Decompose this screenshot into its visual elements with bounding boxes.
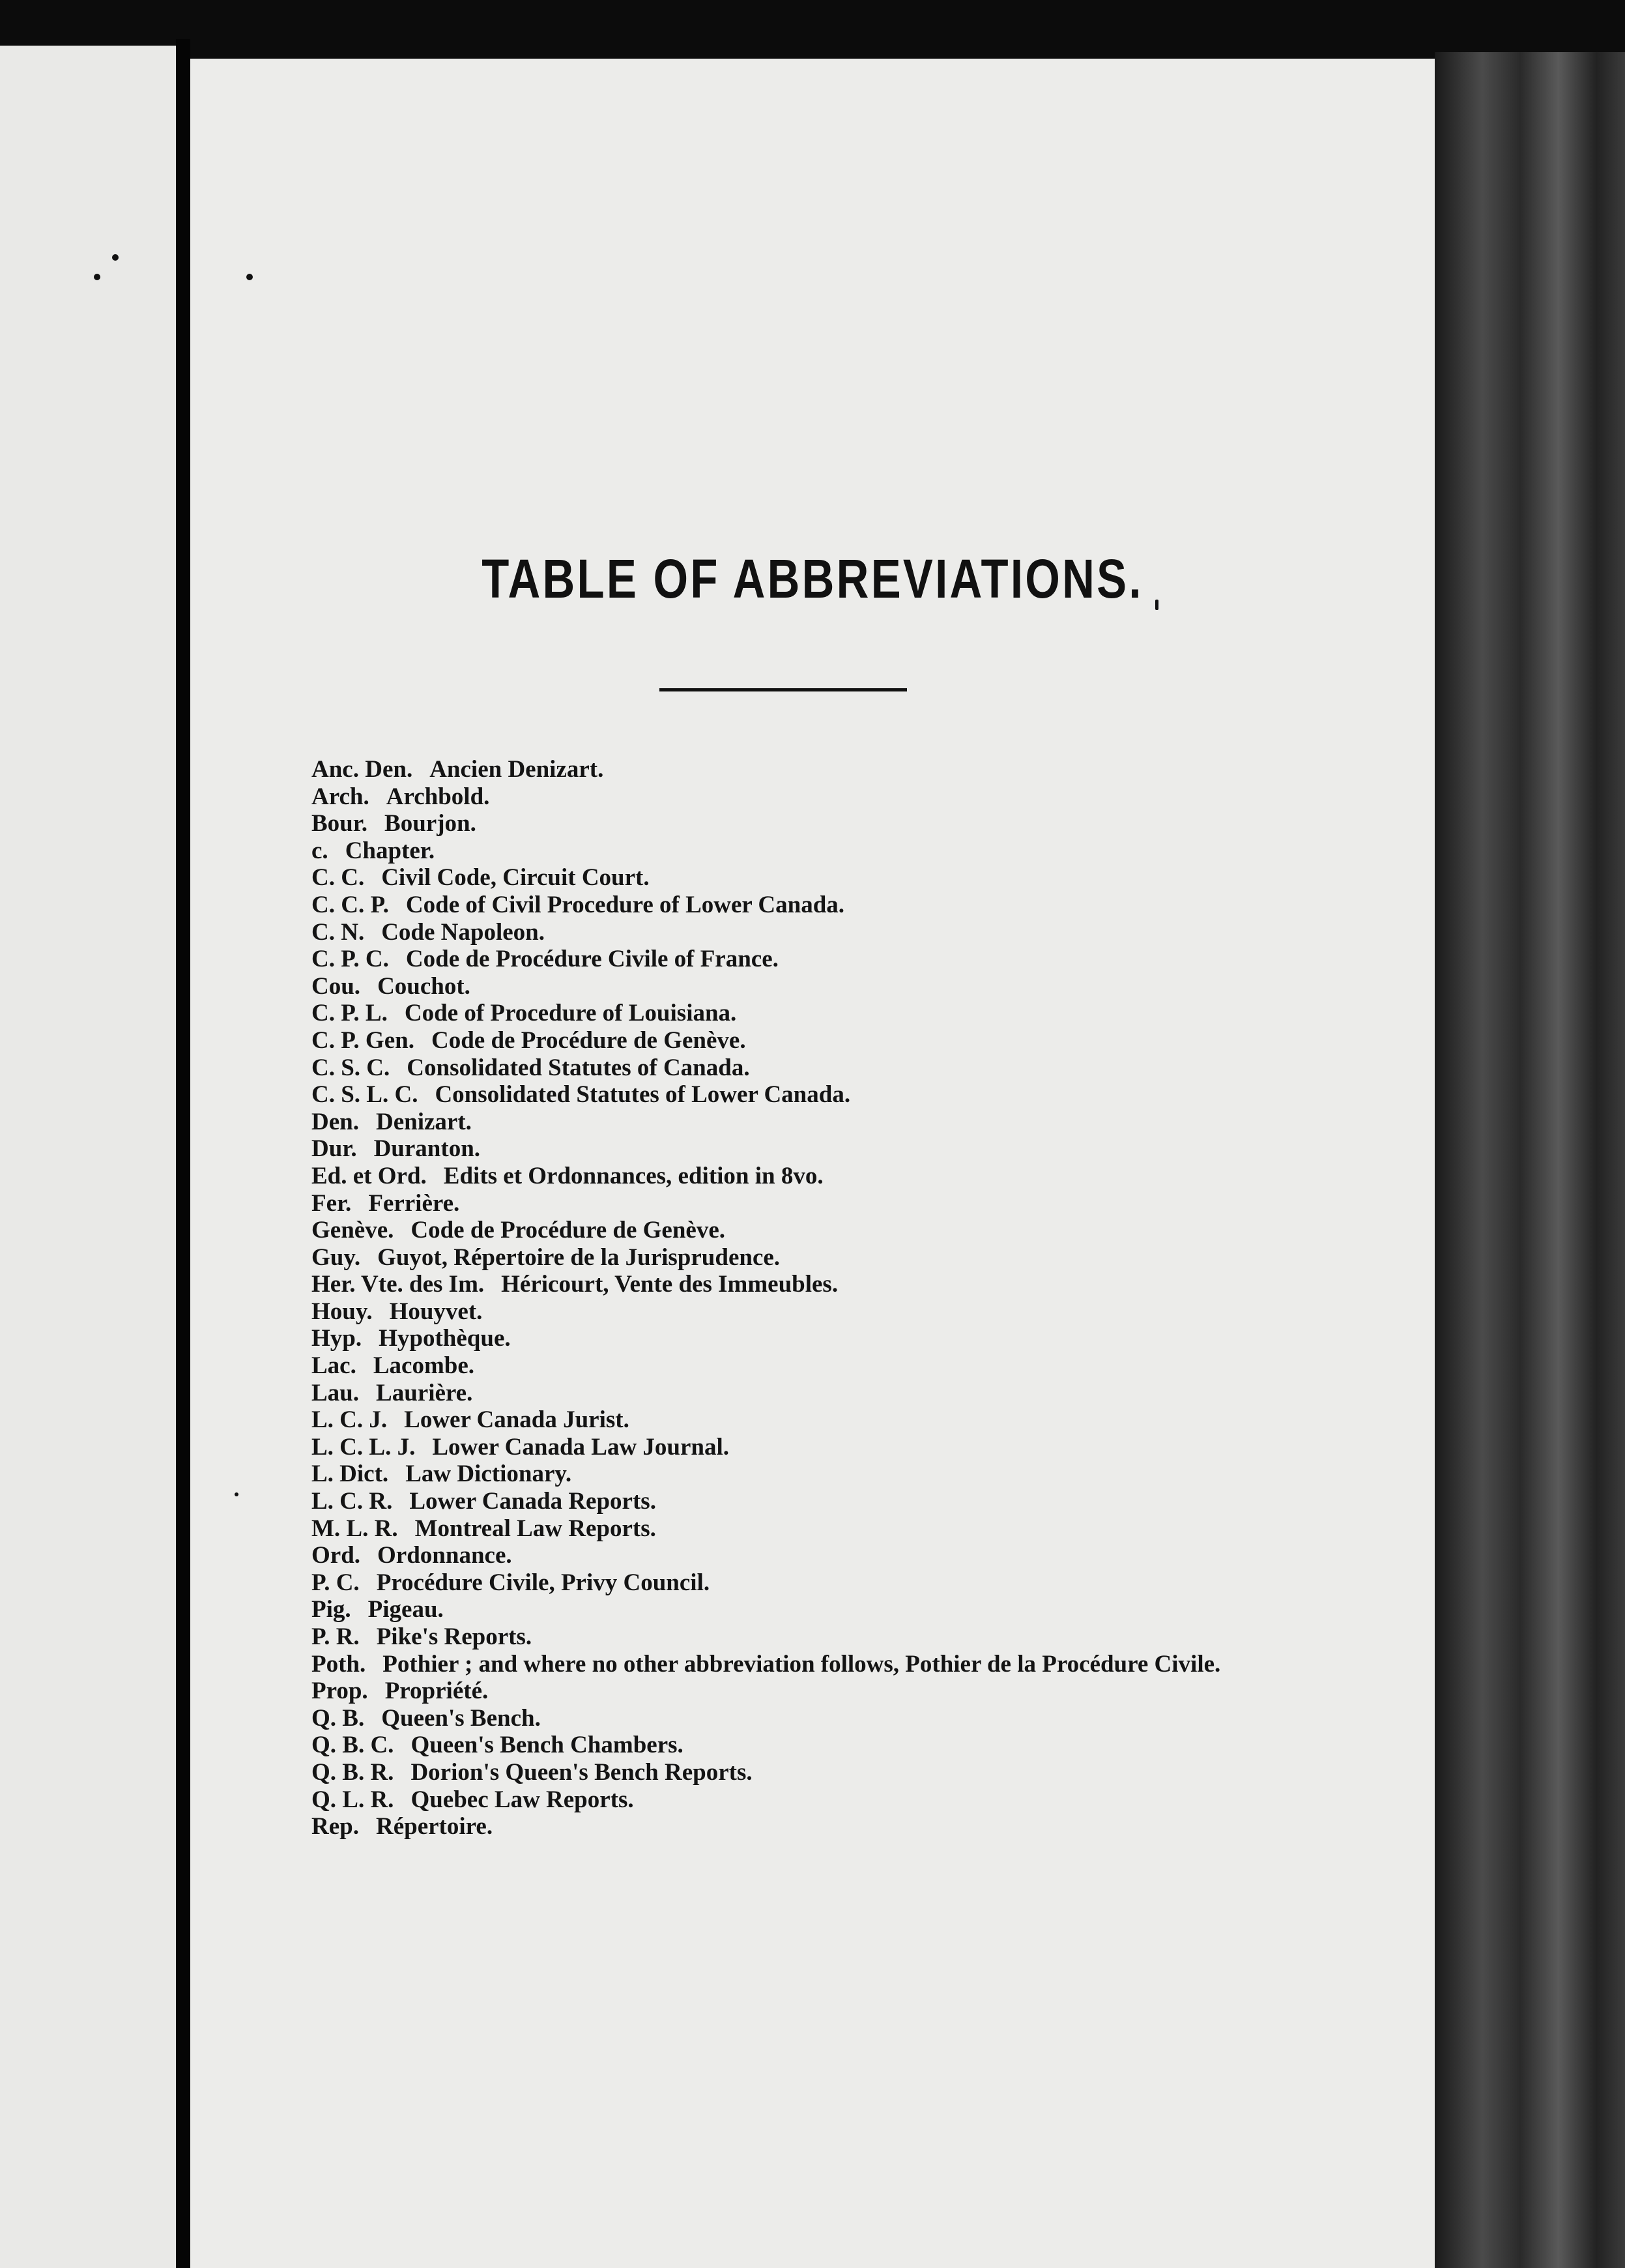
abbreviation-meaning: Ordonnance. bbox=[377, 1542, 512, 1569]
abbreviation-row bbox=[311, 1027, 1289, 1054]
abbreviation-meaning: Couchot. bbox=[377, 972, 470, 1000]
abbreviation-term: Den. bbox=[311, 1108, 359, 1135]
abbreviation-row bbox=[311, 1461, 1289, 1488]
abbreviation-meaning: Archbold. bbox=[386, 783, 490, 810]
abbreviation-row bbox=[311, 783, 1289, 811]
abbreviation-row bbox=[311, 1759, 1289, 1786]
abbreviation-row bbox=[311, 1081, 1289, 1109]
abbreviation-meaning: Lower Canada Law Journal. bbox=[432, 1433, 730, 1461]
abbreviation-term: c. bbox=[311, 837, 328, 864]
abbreviation-row bbox=[311, 1515, 1289, 1543]
abbreviation-row bbox=[311, 837, 1289, 865]
abbreviation-term: Q. B. bbox=[311, 1704, 365, 1732]
title-rule bbox=[659, 688, 907, 691]
abbreviation-meaning: Code of Civil Procedure of Lower Canada. bbox=[405, 891, 845, 918]
abbreviation-term: L. C. L. J. bbox=[311, 1433, 416, 1461]
abbreviation-row bbox=[311, 1298, 1289, 1326]
ink-speck bbox=[94, 274, 100, 280]
ink-speck bbox=[246, 274, 253, 280]
abbreviation-row bbox=[311, 1651, 1304, 1678]
abbreviation-term: Dur. bbox=[311, 1135, 357, 1163]
abbreviation-term: Her. Vte. des Im. bbox=[311, 1271, 485, 1298]
abbreviation-row bbox=[311, 1000, 1289, 1027]
abbreviation-term: Q. B. C. bbox=[311, 1732, 394, 1759]
abbreviation-term: C. C. P. bbox=[311, 891, 389, 918]
abbreviation-row bbox=[311, 973, 1289, 1000]
abbreviation-row bbox=[311, 1325, 1289, 1352]
abbreviation-row bbox=[311, 1732, 1289, 1759]
abbreviation-row bbox=[311, 1434, 1289, 1461]
abbreviation-row bbox=[311, 1190, 1289, 1217]
ink-speck bbox=[112, 254, 119, 261]
abbreviation-meaning: Code Napoleon. bbox=[381, 918, 545, 946]
abbreviation-term: Pig. bbox=[311, 1596, 351, 1623]
abbreviation-meaning: Procédure Civile, Privy Council. bbox=[376, 1569, 710, 1596]
abbreviation-meaning: Civil Code, Circuit Court. bbox=[381, 864, 650, 892]
abbreviation-term: Lac. bbox=[311, 1352, 356, 1380]
abbreviation-row bbox=[311, 1135, 1289, 1163]
abbreviation-row bbox=[311, 1244, 1289, 1272]
abbreviation-term: Guy. bbox=[311, 1243, 361, 1271]
abbreviation-meaning: Duranton. bbox=[373, 1135, 481, 1163]
abbreviation-term: Q. L. R. bbox=[311, 1786, 394, 1813]
abbreviation-meaning: Houyvet. bbox=[389, 1298, 483, 1325]
abbreviation-term: Lau. bbox=[311, 1379, 360, 1406]
abbreviation-meaning: Laurière. bbox=[376, 1379, 473, 1406]
abbreviation-row bbox=[311, 1054, 1289, 1082]
abbreviation-meaning: Code de Procédure Civile of France. bbox=[405, 946, 779, 973]
abbreviation-row bbox=[311, 1705, 1289, 1732]
abbreviation-meaning: Queen's Bench Chambers. bbox=[410, 1732, 683, 1759]
abbreviation-meaning: Denizart. bbox=[375, 1108, 472, 1135]
abbreviation-meaning: Consolidated Statutes of Canada. bbox=[407, 1054, 750, 1081]
abbreviation-row bbox=[311, 1352, 1289, 1380]
abbreviation-term: Poth. bbox=[311, 1650, 366, 1678]
abbreviation-meaning: Ancien Denizart. bbox=[429, 756, 604, 783]
abbreviation-term: Rep. bbox=[311, 1813, 359, 1840]
abbreviation-row bbox=[311, 1217, 1289, 1244]
abbreviation-term: Fer. bbox=[311, 1189, 352, 1217]
abbreviation-meaning: Héricourt, Vente des Immeubles. bbox=[501, 1271, 839, 1298]
abbreviation-row bbox=[311, 1488, 1289, 1515]
abbreviation-row bbox=[311, 919, 1289, 946]
abbreviation-meaning: Quebec Law Reports. bbox=[410, 1786, 634, 1813]
abbreviation-meaning: Ferrière. bbox=[368, 1189, 460, 1217]
abbreviation-meaning: Lower Canada Reports. bbox=[409, 1488, 656, 1515]
abbreviation-row bbox=[311, 1271, 1289, 1298]
abbreviation-term: L. C. R. bbox=[311, 1488, 393, 1515]
page-edge-shadow bbox=[1435, 52, 1625, 2268]
abbreviation-term: P. C. bbox=[311, 1569, 360, 1596]
abbreviation-meaning: Lacombe. bbox=[373, 1352, 475, 1380]
abbreviation-term: L. Dict. bbox=[311, 1461, 389, 1488]
abbreviation-term: Prop. bbox=[311, 1678, 368, 1705]
abbreviation-term: Q. B. R. bbox=[311, 1758, 394, 1786]
abbreviation-row bbox=[311, 1596, 1289, 1623]
abbreviation-term: Anc. Den. bbox=[311, 756, 413, 783]
abbreviation-meaning: Montreal Law Reports. bbox=[414, 1515, 656, 1542]
abbreviation-row bbox=[311, 1786, 1289, 1814]
abbreviation-meaning: Code of Procedure of Louisiana. bbox=[404, 1000, 737, 1027]
abbreviation-meaning: Chapter. bbox=[345, 837, 435, 864]
abbreviation-term: Houy. bbox=[311, 1298, 373, 1325]
ink-speck bbox=[235, 1492, 238, 1496]
abbreviation-meaning: Guyot, Répertoire de la Jurisprudence. bbox=[377, 1243, 781, 1271]
abbreviation-term: Genève. bbox=[311, 1217, 394, 1244]
abbreviation-term: C. N. bbox=[311, 918, 365, 946]
abbreviation-term: P. R. bbox=[311, 1623, 360, 1650]
abbreviation-row bbox=[311, 756, 1289, 783]
abbreviation-term: C. S. C. bbox=[311, 1054, 390, 1081]
abbreviation-term: Ed. et Ord. bbox=[311, 1162, 427, 1189]
page-title: TABLE OF ABBREVIATIONS. bbox=[482, 548, 1143, 609]
abbreviation-meaning: Pigeau. bbox=[367, 1596, 444, 1623]
abbreviation-meaning: Pike's Reports. bbox=[376, 1623, 532, 1650]
abbreviation-meaning: Code de Procédure de Genève. bbox=[410, 1217, 726, 1244]
abbreviation-row bbox=[311, 1678, 1289, 1705]
book-gutter bbox=[176, 39, 190, 2268]
abbreviation-row bbox=[311, 1542, 1289, 1569]
abbreviation-row bbox=[311, 1109, 1289, 1136]
abbreviation-row bbox=[311, 1380, 1289, 1407]
abbreviation-list bbox=[311, 756, 1289, 1840]
abbreviation-term: C. P. Gen. bbox=[311, 1026, 414, 1054]
abbreviation-row bbox=[311, 1813, 1289, 1840]
abbreviation-term: Ord. bbox=[311, 1542, 361, 1569]
abbreviation-meaning: Pothier ; and where no other abbreviation follows, Pothier de la Procédure Civile. bbox=[382, 1650, 1221, 1678]
abbreviation-term: Bour. bbox=[311, 810, 368, 837]
abbreviation-meaning: Répertoire. bbox=[375, 1813, 493, 1840]
abbreviation-term: C. P. C. bbox=[311, 946, 389, 973]
abbreviation-row bbox=[311, 864, 1289, 892]
abbreviation-term: L. C. J. bbox=[311, 1406, 388, 1434]
abbreviation-row bbox=[311, 892, 1289, 919]
abbreviation-meaning: Dorion's Queen's Bench Reports. bbox=[410, 1758, 753, 1786]
abbreviation-term: Arch. bbox=[311, 783, 369, 810]
abbreviation-term: Cou. bbox=[311, 972, 361, 1000]
abbreviation-meaning: Law Dictionary. bbox=[405, 1461, 572, 1488]
abbreviation-meaning: Code de Procédure de Genève. bbox=[431, 1026, 746, 1054]
abbreviation-row bbox=[311, 810, 1289, 837]
abbreviation-meaning: Consolidated Statutes of Lower Canada. bbox=[435, 1081, 851, 1109]
abbreviation-meaning: Lower Canada Jurist. bbox=[404, 1406, 629, 1434]
abbreviation-term: C. C. bbox=[311, 864, 365, 892]
abbreviation-row bbox=[311, 1569, 1289, 1597]
abbreviation-row bbox=[311, 1163, 1289, 1190]
left-page-edge bbox=[0, 46, 176, 2268]
abbreviation-meaning: Edits et Ordonnances, edition in 8vo. bbox=[443, 1162, 824, 1189]
abbreviation-meaning: Hypothèque. bbox=[379, 1325, 511, 1352]
abbreviation-term: C. P. L. bbox=[311, 1000, 388, 1027]
abbreviation-row bbox=[311, 1623, 1289, 1651]
abbreviation-row bbox=[311, 1406, 1289, 1434]
abbreviation-meaning: Propriété. bbox=[384, 1678, 489, 1705]
abbreviation-term: M. L. R. bbox=[311, 1515, 398, 1542]
abbreviation-meaning: Bourjon. bbox=[384, 810, 476, 837]
abbreviation-meaning: Queen's Bench. bbox=[381, 1704, 541, 1732]
abbreviation-term: Hyp. bbox=[311, 1325, 362, 1352]
abbreviation-term: C. S. L. C. bbox=[311, 1081, 418, 1109]
abbreviation-row bbox=[311, 946, 1289, 973]
